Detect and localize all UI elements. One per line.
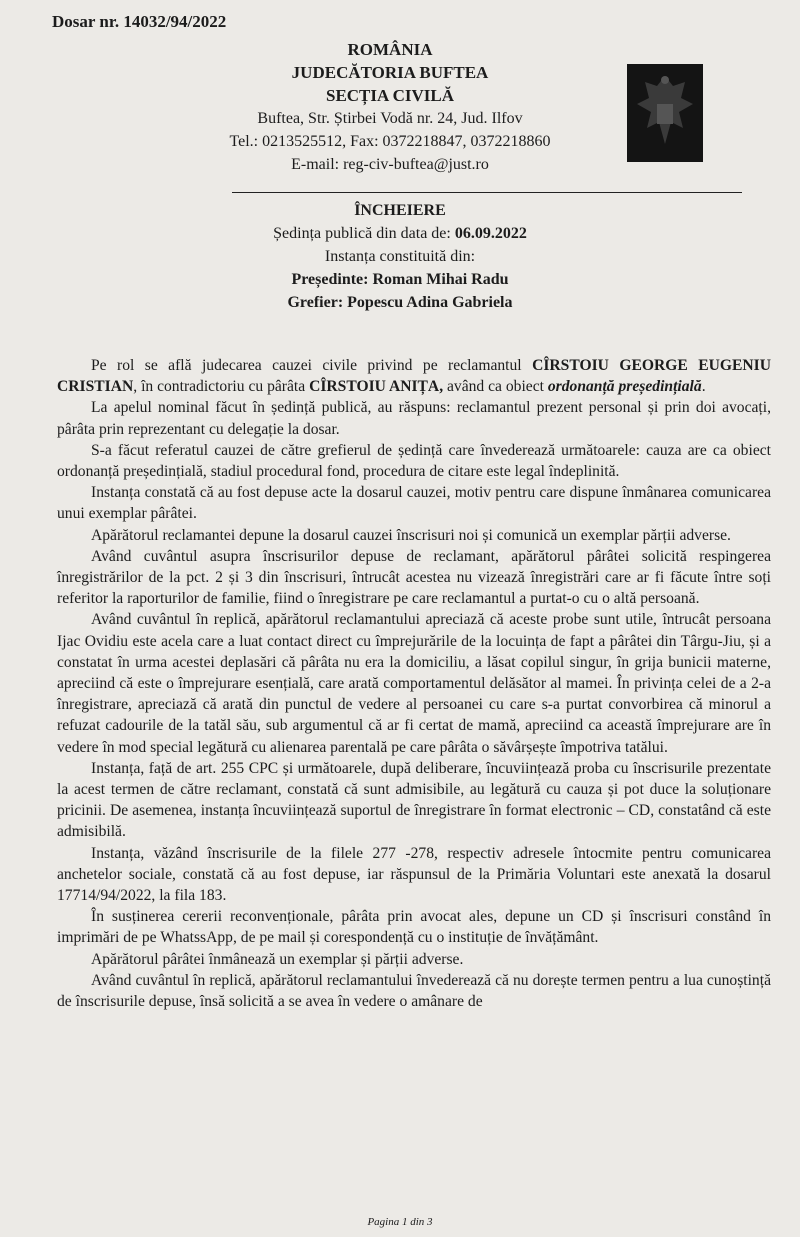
paragraph: Având cuvântul în replică, apărătorul reclamantului apreciază că aceste probe sunt utile, întrucât persoana Ijac Ovidiu este acela care a luat contact direct cu împrejurările de la locuința de fapt a pârâtei din Târgu-Jiu, și a constatat în urma acestei deplasări că pârâta nu era la domiciliu, a lăsat copilul singur, în grija bunicii materne, apreciind că este o împrejurare esențială, care arată comportamentul delăsător al mamei. În privința celei de a 2-a înregistrare, apreciază că arată din punctul de vedere al persoanei cu care s-a purtat convorbirea că minorul a refuzat cadourile de la tatăl său, sub argumentul că ar fi certat de mamă, apreciind ca această împrejurare are în vedere în mod special legătură cu alienarea parentală pe care pârâta o săvârșește împotriva tatălui. — [57, 611, 771, 756]
paragraph: În susținerea cererii reconvenționale, pârâta prin avocat ales, depune un CD și înscrisuri constând în imprimări de pe WhatssApp, de pe mail și corespondență cu o instituție de învățământ. — [57, 908, 771, 947]
court-address: Buftea, Str. Știrbei Vodă nr. 24, Jud. Ilfov — [257, 110, 523, 127]
court-phone: Tel.: 0213525512, Fax: 0372218847, 0372218860 — [229, 133, 551, 150]
court-header — [170, 38, 610, 176]
country-name: ROMÂNIA — [347, 40, 433, 59]
court-constitution: Instanța constituită din: — [324, 248, 476, 265]
document-title: ÎNCHEIERE — [354, 202, 446, 219]
header-divider — [232, 192, 742, 193]
paragraph: Pe rol se află judecarea cauzei civile privind pe reclamantul CÎRSTOIU GEORGE EUGENIU CRISTIAN, în contradictoriu cu pârâta CÎRSTOIU ANIȚA, având ca obiect ordonanță președințială. — [57, 357, 772, 396]
clerk-name: Grefier: Popescu Adina Gabriela — [287, 294, 513, 311]
session-date-label: Ședința publică din data de: — [273, 225, 455, 242]
defendant-name: CÎRSTOIU ANIȚA, — [309, 378, 444, 396]
case-number: Dosar nr. 14032/94/2022 — [52, 12, 227, 31]
paragraph: Apărătorul reclamantei depune la dosarul cauzei înscrisuri noi și comunică un exemplar părții adverse. — [91, 526, 731, 544]
session-date: 06.09.2022 — [454, 225, 527, 242]
paragraph: Instanța, văzând înscrisurile de la filele 277 -278, respectiv adresele întocmite pentru comunicarea anchetelor sociale, constată că au fost depuse, iar răspunsul de la Primăria Voluntari este anexată la dosarul 17714/94/2022, la fila 183. — [57, 844, 771, 905]
plaintiff-name: CÎRSTOIU GEORGE EUGENIU CRISTIAN — [57, 357, 772, 396]
case-object: ordonanță președințială — [547, 378, 702, 396]
page-footer: Pagina 1 din 3 — [367, 1216, 433, 1228]
court-email: E-mail: reg-civ-buftea@just.ro — [291, 156, 489, 173]
president-name: Președinte: Roman Mihai Radu — [291, 271, 509, 288]
section-name: SECȚIA CIVILĂ — [325, 86, 454, 105]
paragraph: La apelul nominal făcut în ședință publică, au răspuns: reclamantul prezent personal și prin doi avocați, pârâta prin reprezentant cu delegație la dosar. — [57, 399, 771, 438]
paragraph: Având cuvântul asupra înscrisurilor depuse de reclamant, apărătorul pârâtei solicită respingerea înregistrărilor de la pct. 2 și 3 din înscrisuri, întrucât acestea nu vizează înregistrări care ar fi făcute între soți referitor la raporturilor de familie, fiind o înregistrare pe care reclamantul a purtat-o cu o altă persoană. — [57, 547, 771, 608]
session-block — [180, 199, 620, 314]
document-body — [57, 355, 771, 1012]
court-name: JUDECĂTORIA BUFTEA — [291, 63, 489, 82]
paragraph: Având cuvântul în replică, apărătorul reclamantului învederează că nu dorește termen pentru a lua cunoștință de înscrisurile depuse, însă solicită a se avea în vedere o amânare de — [57, 971, 771, 1011]
paragraph: Apărătorul pârâtei înmânează un exemplar și părții adverse. — [91, 950, 464, 968]
paragraph: Instanța constată că au fost depuse acte la dosarul cauzei, motiv pentru care dispune înmânarea comunicarea unui exemplar pârâtei. — [57, 484, 771, 523]
paragraph: S-a făcut referatul cauzei de către grefierul de ședință care învederează următoarele: cauza are ca obiect ordonanță președințială, stadiul procedural fond, procedura de citare este legal îndeplinită. — [57, 441, 771, 481]
paragraph: Instanța, față de art. 255 CPC și următoarele, după deliberare, încuviințează proba cu înscrisurile prezentate la acest termen de către reclamant, constată că sunt admisibile, au legătură cu cauza și pot duce la soluționare pricinii. De asemenea, instanța încuviințează suportul de înregistrare în format electronic – CD, constatând că este admisibilă. — [57, 759, 771, 841]
coat-of-arms-icon — [627, 64, 703, 162]
session-date-line — [180, 222, 620, 245]
